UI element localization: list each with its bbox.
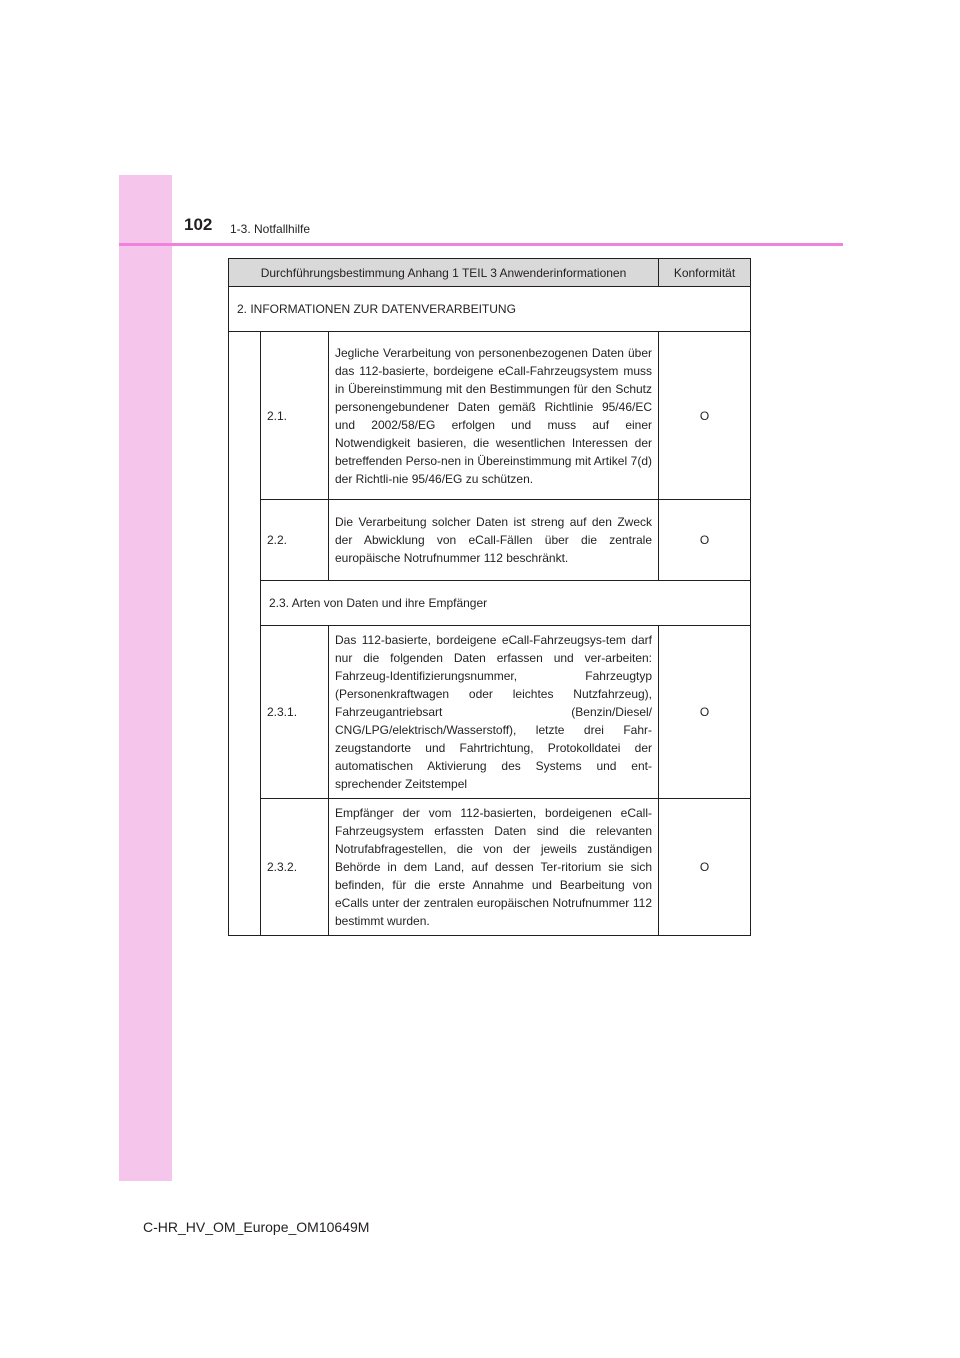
- page-number: 102: [184, 215, 213, 234]
- clause-number: 2.2.: [261, 500, 329, 581]
- section-title: 1-3. Notfallhilfe: [230, 222, 311, 236]
- table-row: [229, 799, 751, 936]
- header-divider: [119, 243, 843, 246]
- subsection-heading: 2.3. Arten von Daten und ihre Empfänger: [261, 581, 751, 626]
- chapter-sidebar-tab: [119, 175, 172, 1181]
- table-row: [229, 500, 751, 581]
- table-row: [229, 332, 751, 500]
- conformity-mark: O: [659, 799, 751, 936]
- requirement-column-header: Durchführungsbestimmung Anhang 1 TEIL 3 Anwenderinformationen: [229, 259, 659, 287]
- clause-number: 2.1.: [261, 332, 329, 500]
- section-heading: 2. INFORMATIONEN ZUR DATENVERARBEITUNG: [229, 287, 751, 332]
- conformity-column-header: Konformität: [659, 259, 751, 287]
- document-id: C-HR_HV_OM_Europe_OM10649M: [143, 1219, 370, 1235]
- clause-text: Die Verarbeitung solcher Daten ist streng auf den Zweck der Abwicklung von eCall-Fällen über die zentrale europäische Notrufnummer 112 beschränkt.: [329, 500, 659, 581]
- clause-text: Jegliche Verarbeitung von personenbezogenen Daten über das 112-basierte, bordeigene eCall-Fahrzeugsystem muss in Übereinstimmung mit den Bestimmungen für den Schutz personengebundener Daten gemäß Richtlinie 95/46/EC und 2002/58/EG erfolgen und muss auf einer Notwendigkeit basieren, die wesentlichen Interessen der betreffenden Perso-nen in Übereinstimmung mit Artikel 7(d) der Richtli-nie 95/46/EG zu schützen.: [329, 332, 659, 500]
- section-heading-row: [229, 287, 751, 332]
- conformity-mark: O: [659, 500, 751, 581]
- conformity-mark: O: [659, 332, 751, 500]
- subsection-heading-row: [229, 581, 751, 626]
- table-row: [229, 626, 751, 799]
- conformity-table: [228, 258, 751, 936]
- clause-number: 2.3.1.: [261, 626, 329, 799]
- clause-number: 2.3.2.: [261, 799, 329, 936]
- table-header-row: [229, 259, 751, 287]
- indent-cell: [229, 332, 261, 936]
- clause-text: Empfänger der vom 112-basierten, bordeigenen eCall-Fahrzeugsystem erfassten Daten sind die relevanten Notrufabfragestellen, die von der jeweils zuständigen Behörde in dem Land, auf dessen Ter-ritorium sie sich befinden, für die erste Annahme und Bearbeitung von eCalls unter der zentralen europäischen Notrufnummer 112 bestimmt wurden.: [329, 799, 659, 936]
- conformity-mark: O: [659, 626, 751, 799]
- clause-text: Das 112-basierte, bordeigene eCall-Fahrzeugsys-tem darf nur die folgenden Daten erfassen und ver-arbeiten: Fahrzeug-Identifizierungsnummer, Fahrzeugtyp (Personenkraftwagen oder leichtes Nutzfahrzeug), Fahrzeugantriebsart (Benzin/Diesel/ CNG/LPG/elektrisch/Wasserstoff), letzte drei Fahr-zeugstandorte und Fahrtrichtung, Protokolldatei der automatischen Aktivierung des Systems und ent-sprechender Zeitstempel: [329, 626, 659, 799]
